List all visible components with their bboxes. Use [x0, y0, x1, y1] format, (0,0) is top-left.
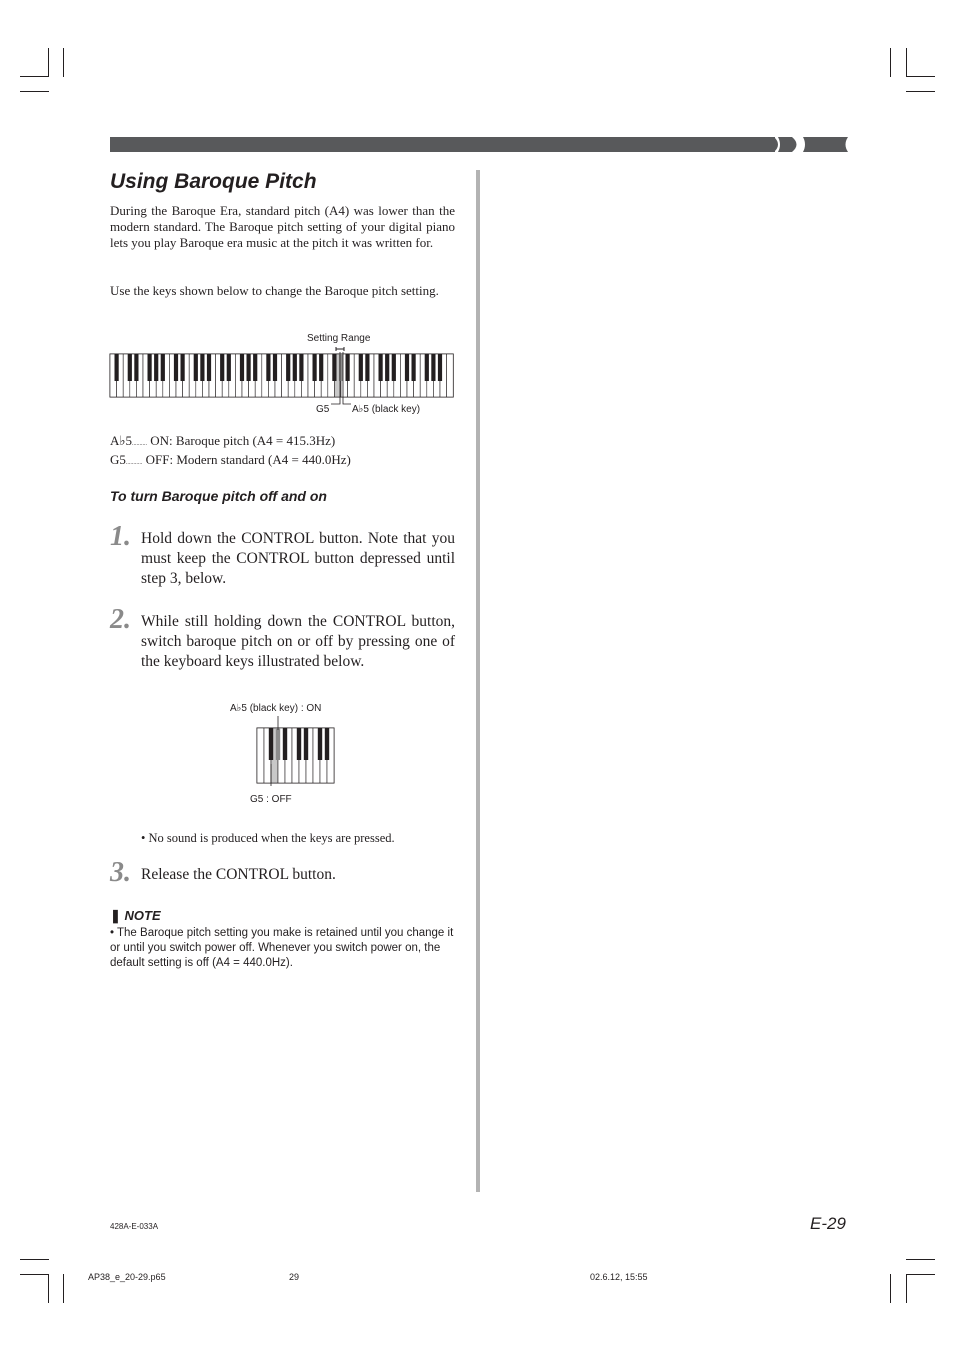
g5-label: G5 [316, 404, 330, 415]
note-icon: ❚ [110, 908, 121, 923]
black-key [412, 354, 416, 381]
off-key-label: G5 : OFF [250, 794, 292, 805]
intro-paragraph-2: Use the keys shown below to change the Baroque pitch setting. [110, 283, 439, 298]
black-key [269, 728, 273, 760]
note-title: ❚ NOTE [110, 908, 161, 923]
black-key [425, 354, 429, 381]
page-title: Using Baroque Pitch [110, 170, 317, 193]
crop-mark [63, 48, 64, 77]
crop-mark [20, 91, 49, 92]
step-text-2: While still holding down the CONTROL button, switch baroque pitch on or off by pressing one of the keyboard keys illustrated below. [141, 613, 455, 670]
crop-mark [890, 48, 891, 77]
key-legend [110, 433, 351, 471]
crop-mark [20, 76, 49, 77]
a-flat5-label: A♭5 (black key) [352, 404, 421, 415]
black-key [346, 354, 350, 381]
black-key [240, 354, 244, 381]
footer-page: 29 [289, 1272, 300, 1282]
range-bracket [336, 347, 344, 351]
crop-mark [20, 1274, 49, 1275]
black-key [276, 728, 280, 760]
black-key [339, 354, 343, 381]
step-text-1: Hold down the CONTROL button. Note that you must keep the CONTROL button depressed until step 3, below. [141, 530, 455, 587]
black-key [247, 354, 251, 381]
legend-row-on: A♭5.......... ON: Baroque pitch (A4 = 415.3Hz) [110, 433, 336, 448]
black-key [253, 354, 257, 381]
step-number-3: 3. [110, 857, 131, 888]
intro-paragraph: During the Baroque Era, standard pitch (A4) was lower than the modern standard. The Baroque pitch setting of your digital piano lets you play Baroque era music at the pitch it was written for. [110, 203, 455, 250]
black-key [379, 354, 383, 381]
black-key [283, 728, 287, 760]
crop-mark [48, 1274, 49, 1303]
footer-date: 02.6.12, 15:55 [590, 1272, 648, 1282]
note-body: • The Baroque pitch setting you make is retained until you change it or until you switch power off. Whenever you switch power on, the default setting is off (A4 = 440.0Hz). [110, 927, 454, 969]
on-key-label: A♭5 (black key) : ON [230, 703, 322, 714]
crop-mark [20, 1259, 49, 1260]
crop-mark [63, 1274, 64, 1303]
black-key [134, 354, 138, 381]
black-key [286, 354, 290, 381]
black-key [194, 354, 198, 381]
black-key [115, 354, 119, 381]
black-key [273, 354, 277, 381]
black-key [304, 728, 308, 760]
black-key [148, 354, 152, 381]
black-key [293, 354, 297, 381]
legend-row-off: G5........... OFF: Modern standard (A4 = 440.0Hz) [110, 452, 351, 467]
setting-range-label: Setting Range [307, 333, 371, 344]
black-key [431, 354, 435, 381]
black-key [438, 354, 442, 381]
white-key [257, 728, 264, 783]
crop-mark [906, 1274, 935, 1275]
black-key [174, 354, 178, 381]
step-number-2: 2. [110, 604, 131, 635]
black-key [318, 728, 322, 760]
black-key [385, 354, 389, 381]
section-subheading: To turn Baroque pitch off and on [110, 488, 327, 504]
crop-mark [906, 91, 935, 92]
column-divider [476, 170, 480, 1192]
step-text-3: Release the CONTROL button. [141, 866, 336, 883]
black-key [297, 728, 301, 760]
crop-mark [906, 48, 907, 77]
black-key [181, 354, 185, 381]
black-key [220, 354, 224, 381]
crop-mark [48, 48, 49, 77]
black-key [392, 354, 396, 381]
black-key [299, 354, 303, 381]
black-key [332, 354, 336, 381]
black-key [200, 354, 204, 381]
black-key [161, 354, 165, 381]
keyboard-diagram-detail [254, 716, 336, 786]
header-bar-chevrons [770, 135, 850, 154]
step-number-1: 1. [110, 521, 131, 552]
black-key [365, 354, 369, 381]
black-key [313, 354, 317, 381]
black-key [154, 354, 158, 381]
header-bar [110, 137, 775, 152]
crop-mark [906, 1259, 935, 1260]
footer-file: AP38_e_20-29.p65 [88, 1272, 166, 1282]
black-key [359, 354, 363, 381]
crop-mark [906, 76, 935, 77]
crop-mark [906, 1274, 907, 1303]
black-key [128, 354, 132, 381]
black-key [207, 354, 211, 381]
page-number: E-29 [810, 1214, 846, 1233]
black-key [319, 354, 323, 381]
crop-mark [890, 1274, 891, 1303]
doc-code: 428A-E-033A [110, 1222, 159, 1231]
bullet-note: • No sound is produced when the keys are pressed. [141, 831, 395, 845]
black-key [325, 728, 329, 760]
black-key [227, 354, 231, 381]
black-key [405, 354, 409, 381]
black-key [266, 354, 270, 381]
white-key [447, 354, 454, 397]
